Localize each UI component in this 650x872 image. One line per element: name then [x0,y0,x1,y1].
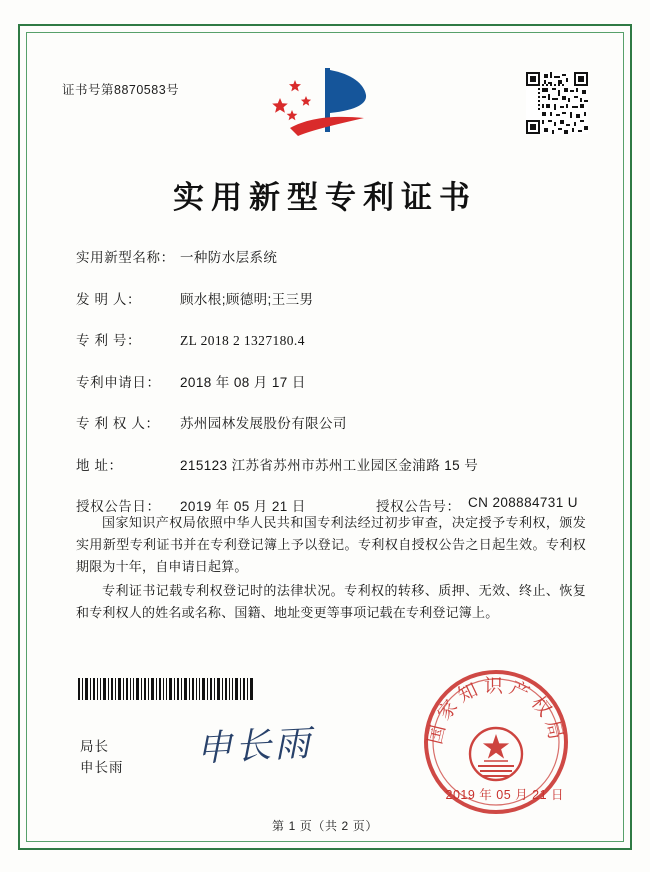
field-value: 2018 年 08 月 17 日 [180,374,306,390]
field-row-patent-number [76,329,590,349]
field-value: 2019 年 05 月 21 日 [180,499,306,514]
svg-text:国家知识产权局: 国家知识产权局 [424,675,568,747]
handwritten-signature: 申长雨 [195,722,315,771]
field-value: CN 208884731 U [468,495,578,510]
field-label: 授权公告日： [76,499,161,514]
director-label: 局长 [80,739,109,754]
field-value: 苏州园林发展股份有限公司 [180,416,347,431]
field-label: 发 明 人： [76,291,142,307]
director-name: 申长雨 [80,760,124,775]
field-value: 一种防水层系统 [180,250,278,265]
certificate-number: 证书号第8870583号 [62,83,180,97]
field-label: 授权公告号： [376,499,461,514]
field-label: 实用新型名称： [76,250,175,265]
page-footer: 第 1 页（共 2 页） [272,819,378,833]
body-paragraph-2: 专利证书记载专利权登记时的法律状况。专利权的转移、质押、无效、终止、恢复和专利权人的姓名或名称、国籍、地址变更等事项记载在专利登记簿上。 [76,583,586,620]
field-value: ZL 2018 2 1327180.4 [180,333,305,348]
seal-date: 2019 年 05 月 21 日 [445,788,564,802]
body-paragraph-1: 国家知识产权局依照中华人民共和国专利法经过初步审查，决定授予专利权，颁发实用新型专利证书并在专利登记簿上予以登记。专利权自授权公告之日起生效。专利权期限为十年，自申请日起算。 [76,515,586,574]
qr-code [526,72,588,134]
field-row-patentee [76,412,590,432]
body-text [76,512,586,626]
cnipa-logo [268,62,380,144]
field-row-inventor [76,288,590,308]
field-row-name [76,246,590,266]
fields-list [76,246,590,537]
page-title: 实用新型专利证书 [173,180,477,216]
field-value: 215123 江苏省苏州市苏州工业园区金浦路 15 号 [180,457,479,473]
signature-block [80,736,124,778]
barcode [78,678,253,700]
field-label: 专 利 号： [76,333,142,348]
field-label: 地 址： [76,457,123,473]
field-row-application-date [76,371,590,391]
field-label: 专 利 权 人： [76,416,160,431]
field-row-address [76,454,590,474]
field-label: 专利申请日： [76,374,161,390]
field-value: 顾水根;顾德明;王三男 [180,291,314,307]
